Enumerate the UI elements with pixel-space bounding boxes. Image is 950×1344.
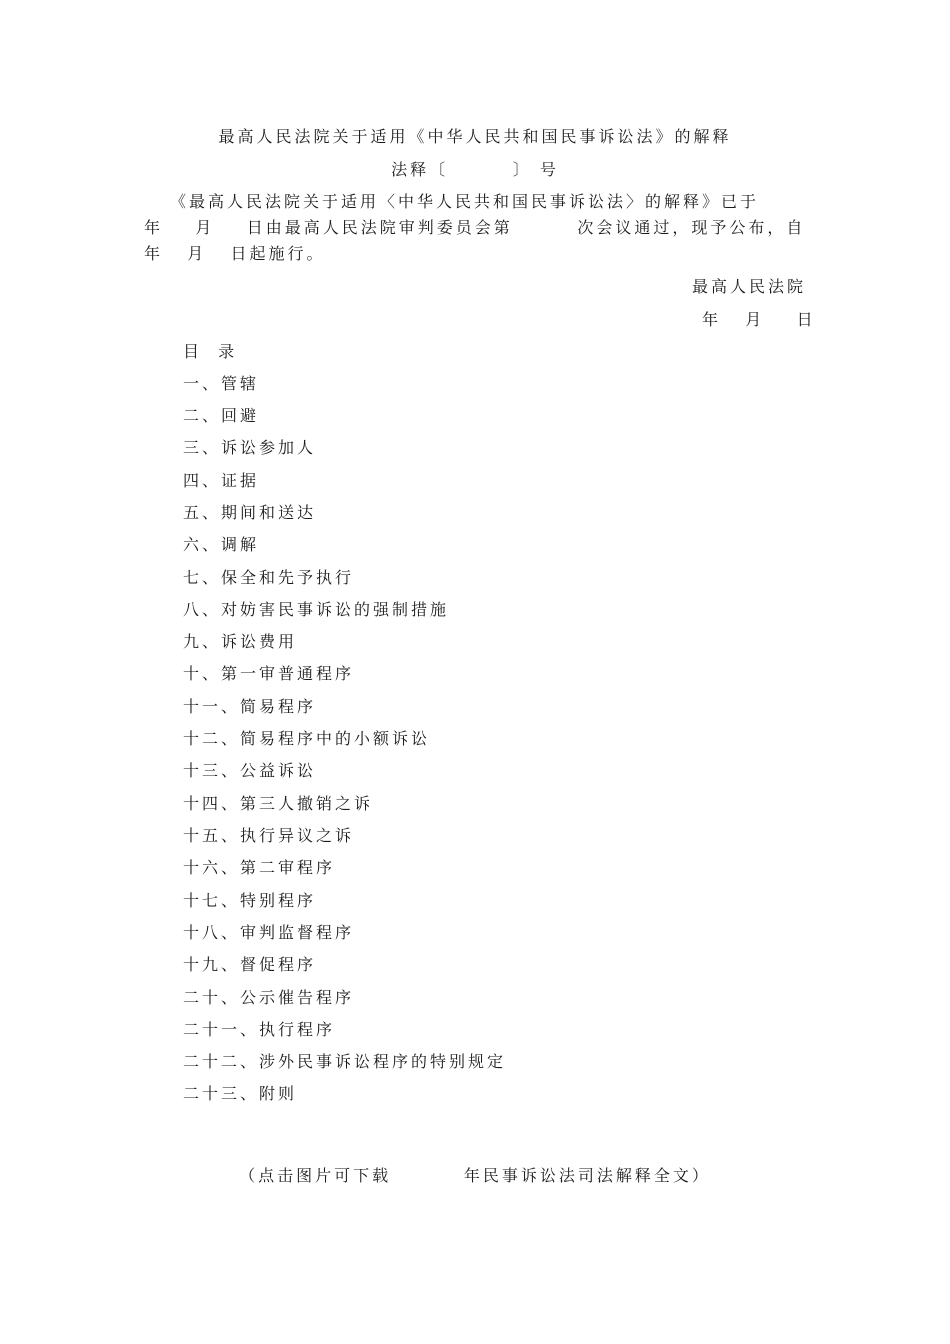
announcement-line-1: 《最高人民法院关于适用〈中华人民共和国民事诉讼法〉的解释》已于 (170, 192, 760, 211)
toc-item: 五、期间和送达 (183, 503, 317, 522)
toc-item: 二十、公示催告程序 (183, 988, 355, 1007)
download-note-link[interactable]: （点击图片可下载 年民事诉讼法司法解释全文） (239, 1166, 711, 1185)
toc-item: 九、诉讼费用 (183, 632, 298, 651)
toc-item: 二、回避 (183, 406, 260, 425)
toc-item: 十五、执行异议之诉 (183, 826, 355, 845)
toc-heading: 目 录 (183, 342, 238, 361)
toc-item: 十七、特别程序 (183, 891, 317, 910)
toc-item: 十八、审判监督程序 (183, 923, 355, 942)
sign-date: 年 月 日 (702, 310, 816, 329)
toc-item: 四、证据 (183, 471, 260, 490)
toc-item: 三、诉讼参加人 (183, 438, 317, 457)
toc-item: 十、第一审普通程序 (183, 664, 355, 683)
toc-item: 二十三、附则 (183, 1084, 298, 1103)
announcement-line-3: 年 月 日起施行。 (144, 244, 326, 263)
document-number: 法释〔 〕 号 (391, 160, 559, 179)
toc-item: 六、调解 (183, 535, 260, 554)
signer: 最高人民法院 (692, 277, 807, 296)
toc-item: 十九、督促程序 (183, 955, 317, 974)
announcement-line-2: 年 月 日由最高人民法院审判委员会第 次会议通过，现予公布，自 (144, 218, 806, 237)
toc-item: 二十二、涉外民事诉讼程序的特别规定 (183, 1052, 507, 1071)
document-title: 最高人民法院关于适用《中华人民共和国民事诉讼法》的解释 (218, 127, 732, 146)
toc-item: 十六、第二审程序 (183, 858, 336, 877)
toc-item: 八、对妨害民事诉讼的强制措施 (183, 600, 450, 619)
toc-item: 七、保全和先予执行 (183, 568, 355, 587)
toc-item: 二十一、执行程序 (183, 1020, 336, 1039)
toc-item: 十四、第三人撤销之诉 (183, 794, 374, 813)
toc-item: 十二、简易程序中的小额诉讼 (183, 729, 431, 748)
toc-item: 十一、简易程序 (183, 697, 317, 716)
toc-item: 十三、公益诉讼 (183, 761, 317, 780)
toc-item: 一、管辖 (183, 374, 260, 393)
